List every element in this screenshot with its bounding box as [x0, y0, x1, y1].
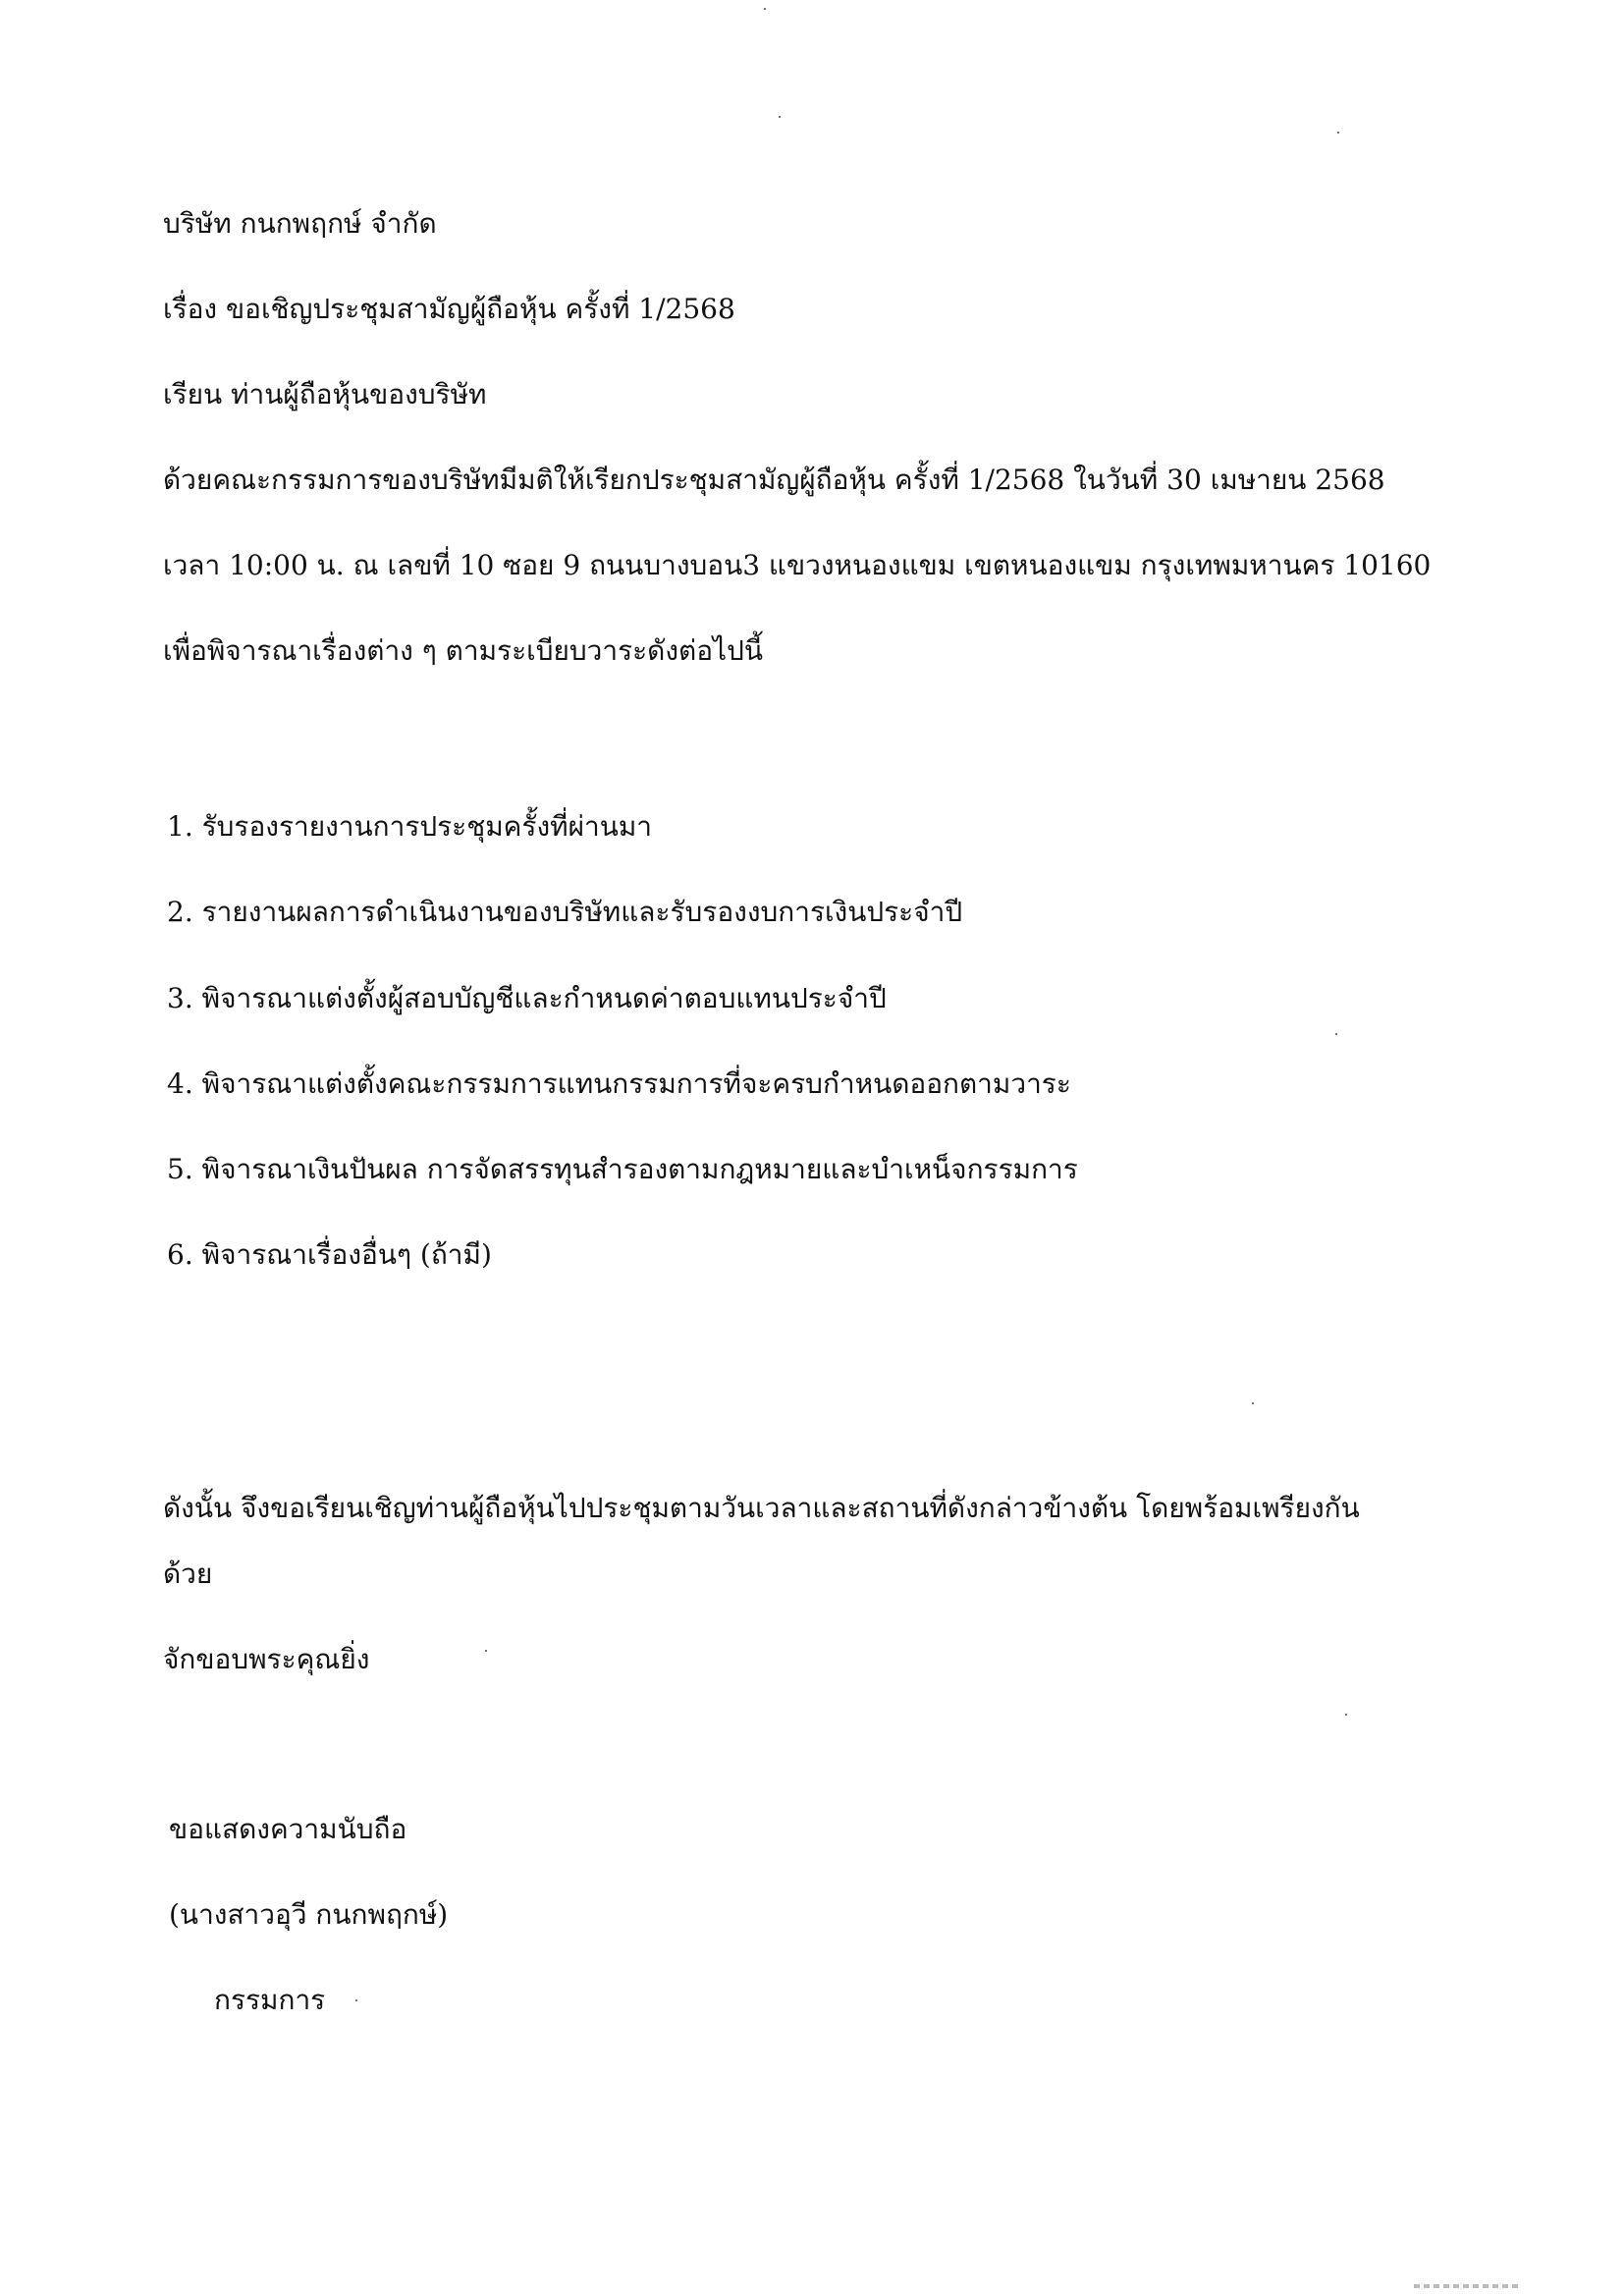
signer-title: กรรมการ — [214, 1984, 326, 2016]
letter-salutation: เรียน ท่านผู้ถือหุ้นของบริษัท — [163, 378, 487, 410]
scan-speck — [355, 1999, 357, 2001]
body-line-2: เวลา 10:00 น. ณ เลขที่ 10 ซอย 9 ถนนบางบอน3 แขวงหนองแขม เขตหนองแขม กรุงเทพมหานคร 10160 — [163, 549, 1432, 581]
thanks-line: จักขอบพระคุณยิ่ง — [163, 1643, 370, 1675]
regards-line: ขอแสดงความนับถือ — [169, 1813, 407, 1845]
scan-speck — [779, 116, 781, 118]
agenda-item-5: 5. พิจารณาเงินปันผล การจัดสรรทุนสำรองตามกฎหมายและบำเหน็จกรรมการ — [167, 1153, 1078, 1185]
agenda-item-1: 1. รับรองรายงานการประชุมครั้งที่ผ่านมา — [167, 810, 653, 843]
scan-speck — [1345, 1714, 1347, 1716]
scan-speck — [1252, 1402, 1254, 1404]
scan-speck — [1335, 1033, 1337, 1035]
scan-speck — [764, 8, 766, 10]
agenda-item-6: 6. พิจารณาเรื่องอื่นๆ (ถ้ามี) — [167, 1238, 492, 1271]
company-name: บริษัท กนกพฤกษ์ จำกัด — [163, 207, 437, 240]
agenda-item-3: 3. พิจารณาแต่งตั้งผู้สอบบัญชีและกำหนดค่าตอบแทนประจำปี — [167, 982, 887, 1014]
body-line-3: เพื่อพิจารณาเรื่องต่าง ๆ ตามระเบียบวาระดังต่อไปนี้ — [163, 634, 764, 667]
agenda-item-4: 4. พิจารณาแต่งตั้งคณะกรรมการแทนกรรมการที่จะครบกำหนดออกตามวาระ — [167, 1067, 1071, 1100]
scan-speck — [485, 1650, 487, 1652]
agenda-item-2: 2. รายงานผลการดำเนินงานของบริษัทและรับรองงบการเงินประจำปี — [167, 896, 963, 928]
signer-name: (นางสาวอุวี กนกพฤกษ์) — [169, 1898, 449, 1931]
scan-edge-mark — [1414, 2284, 1522, 2288]
closing-line-2: ด้วย — [163, 1557, 213, 1590]
scan-speck — [1337, 132, 1339, 134]
body-line-1: ด้วยคณะกรรมการของบริษัทมีมติให้เรียกประชุมสามัญผู้ถือหุ้น ครั้งที่ 1/2568 ในวันที่ 30 เมษายน 2568 — [163, 464, 1385, 496]
letter-subject: เรื่อง ขอเชิญประชุมสามัญผู้ถือหุ้น ครั้งที่ 1/2568 — [163, 293, 735, 325]
closing-line-1: ดังนั้น จึงขอเรียนเชิญท่านผู้ถือหุ้นไปประชุมตามวันเวลาและสถานที่ดังกล่าวข้างต้น โดยพร้อมเพรียงกัน — [163, 1492, 1360, 1524]
